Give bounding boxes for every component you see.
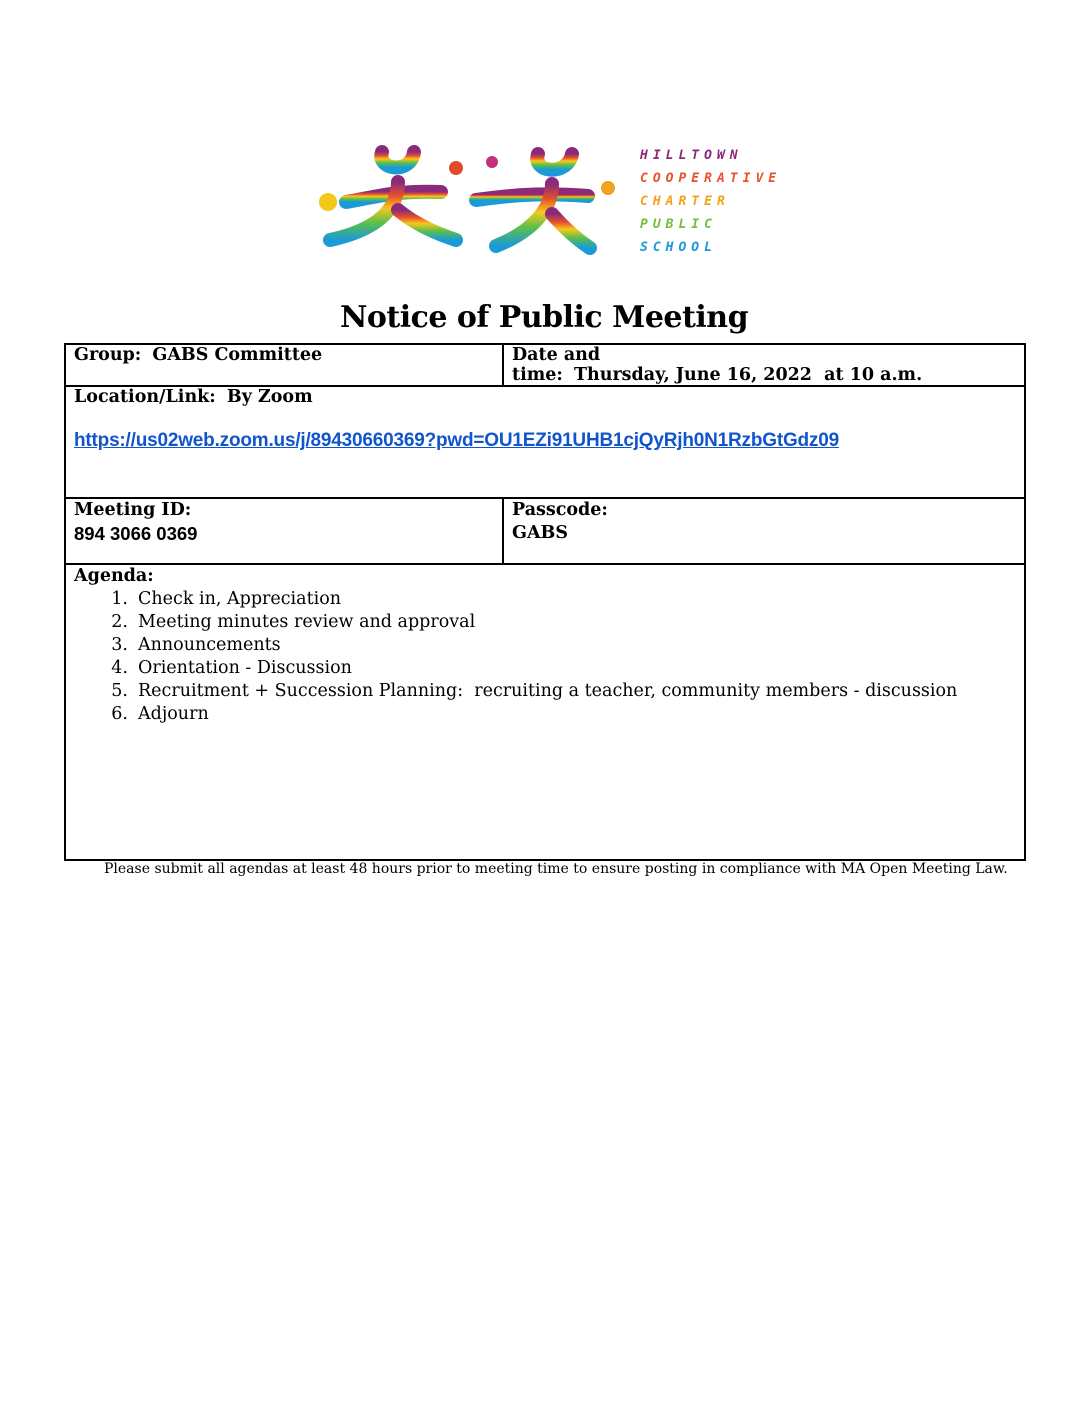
submission-footnote: Please submit all agendas at least 48 hours prior to meeting time to ensure posting in compliance with MA Open Meeting Law. (104, 861, 1008, 877)
logo-word-hilltown: HILLTOWN (640, 148, 743, 163)
agenda-item-text: Recruitment + Succession Planning: recruiting a teacher, community members - discussion (138, 681, 958, 701)
location-label: Location/Link: (74, 387, 216, 407)
datetime-label: Date and time: (512, 345, 601, 385)
passcode-label: Passcode: (512, 500, 608, 520)
logo-word-cooperative: COOPERATIVE (640, 171, 782, 186)
logo-word-school: SCHOOL (640, 240, 717, 255)
agenda-item-text: Orientation - Discussion (138, 658, 352, 678)
agenda-item (74, 657, 1016, 680)
agenda-item-text: Check in, Appreciation (138, 589, 342, 609)
agenda-item-text: Meeting minutes review and approval (138, 612, 476, 632)
location-cell (65, 386, 1025, 498)
group-label: Group: (74, 345, 142, 365)
page-title: Notice of Public Meeting (339, 300, 749, 335)
agenda-item-number: 5. (111, 681, 128, 701)
agenda-item (74, 680, 1016, 703)
passcode-cell (503, 498, 1025, 564)
agenda-list (74, 588, 1016, 726)
zoom-meeting-link[interactable]: https://us02web.zoom.us/j/89430660369?pwd=OU1EZi91UHB1cjQyRjh0N1RzbGtGdz09 (74, 430, 839, 451)
school-logo (316, 140, 782, 265)
agenda-item (74, 588, 1016, 611)
group-value: GABS Committee (152, 345, 323, 365)
school-name-wordmark (640, 144, 781, 259)
agenda-item-number: 4. (111, 658, 128, 678)
agenda-item (74, 703, 1016, 726)
agenda-item (74, 611, 1016, 634)
logo-word-charter: CHARTER (640, 194, 730, 209)
meeting-id-value: 894 3066 0369 (74, 523, 198, 544)
agenda-item (74, 634, 1016, 657)
agenda-item-number: 6. (111, 704, 128, 724)
agenda-item-text: Announcements (138, 635, 281, 655)
agenda-label: Agenda: (74, 566, 154, 586)
datetime-cell (503, 344, 1025, 386)
meeting-id-label: Meeting ID: (74, 500, 192, 520)
agenda-item-text: Adjourn (138, 704, 209, 724)
agenda-item-number: 1. (111, 589, 128, 609)
agenda-item-number: 2. (111, 612, 128, 632)
meeting-notice-table (64, 343, 1026, 861)
passcode-value: GABS (512, 523, 568, 543)
two-figures-logo-icon (316, 140, 616, 265)
agenda-cell (65, 564, 1025, 860)
group-cell (65, 344, 503, 386)
meeting-id-cell (65, 498, 503, 564)
agenda-item-number: 3. (111, 635, 128, 655)
logo-word-public: PUBLIC (640, 217, 717, 232)
location-value: By Zoom (226, 387, 313, 407)
datetime-value: Thursday, June 16, 2022 at 10 a.m. (573, 365, 923, 385)
